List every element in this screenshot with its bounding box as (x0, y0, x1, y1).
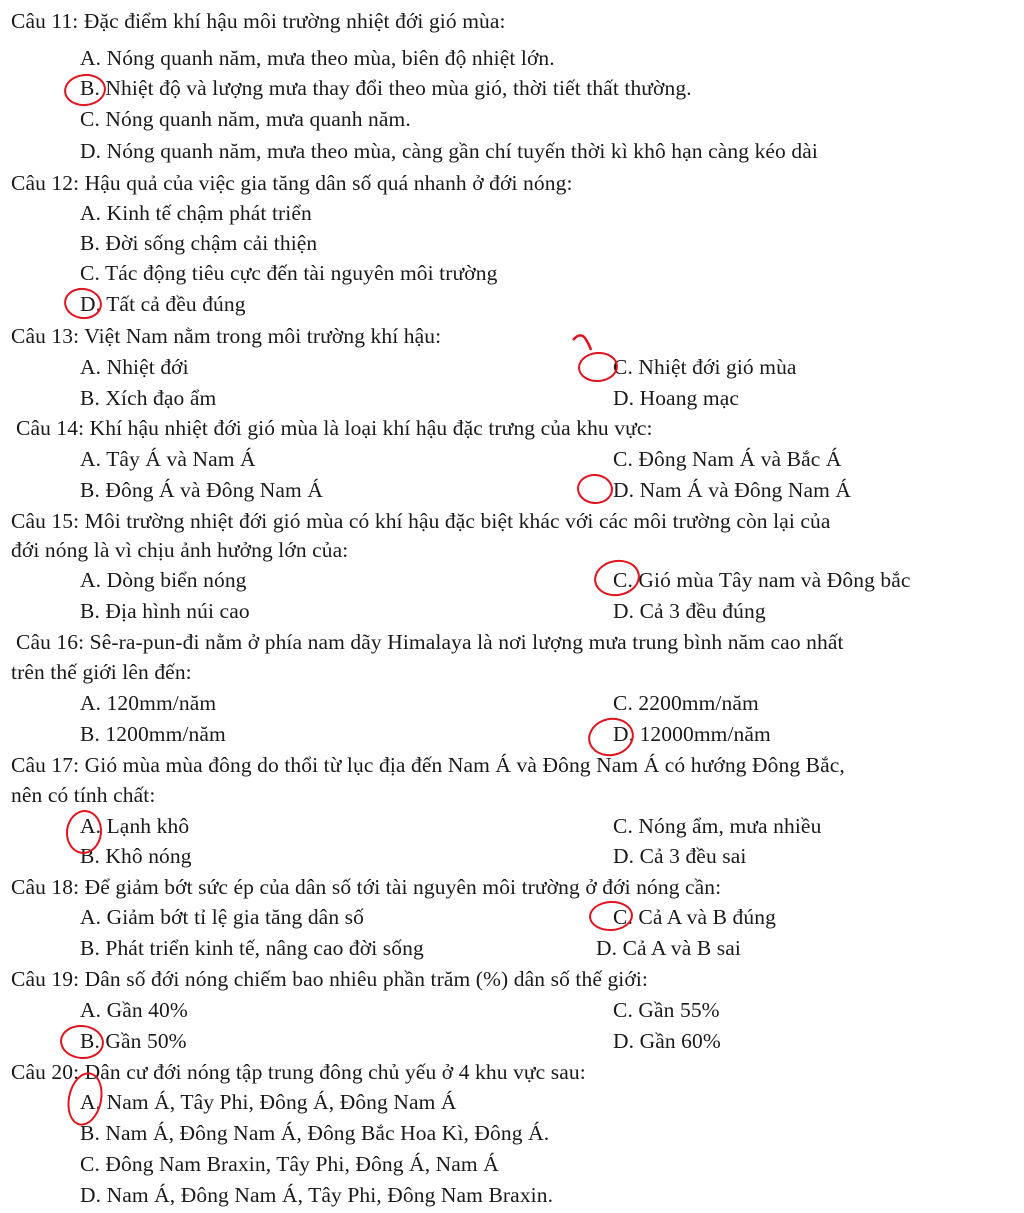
q20-option-c: C. Đông Nam Braxin, Tây Phi, Đông Á, Nam Á (80, 1152, 499, 1176)
q13-option-c: C. Nhiệt đới gió mùa (613, 355, 797, 379)
q19-option-a: A. Gần 40% (80, 998, 188, 1022)
q19-option-d: D. Gần 60% (613, 1029, 721, 1053)
q11-option-a: A. Nóng quanh năm, mưa theo mùa, biên độ nhiệt lớn. (80, 46, 555, 70)
question-17-stem: Câu 17: Gió mùa mùa đông do thổi từ lục địa đến Nam Á và Đông Nam Á có hướng Đông Bắc, (11, 753, 845, 777)
question-15-stem: Câu 15: Môi trường nhiệt đới gió mùa có khí hậu đặc biệt khác với các môi trường còn lại của (11, 509, 831, 533)
q15-option-a: A. Dòng biển nóng (80, 568, 247, 592)
q16-option-b: B. 1200mm/năm (80, 722, 226, 746)
q12-option-a: A. Kinh tế chậm phát triển (80, 201, 312, 225)
question-19-stem: Câu 19: Dân số đới nóng chiếm bao nhiêu phần trăm (%) dân số thế giới: (11, 967, 648, 991)
answer-circle-q14 (576, 473, 614, 505)
answer-tick-q13 (570, 330, 596, 352)
q20-option-b: B. Nam Á, Đông Nam Á, Đông Bắc Hoa Kì, Đông Á. (80, 1121, 550, 1145)
q20-option-a: A. Nam Á, Tây Phi, Đông Á, Đông Nam Á (80, 1090, 457, 1114)
q13-option-d: D. Hoang mạc (613, 386, 739, 410)
q11-option-d: D. Nóng quanh năm, mưa theo mùa, càng gần chí tuyến thời kì khô hạn càng kéo dài (80, 139, 818, 163)
question-15-stem-cont: đới nóng là vì chịu ảnh hưởng lớn của: (11, 538, 349, 562)
q16-option-d: D. 12000mm/năm (613, 722, 771, 746)
q18-option-a: A. Giảm bớt tỉ lệ gia tăng dân số (80, 905, 364, 929)
q17-option-a: A. Lạnh khô (80, 814, 190, 838)
q12-option-d: D. Tất cả đều đúng (80, 292, 246, 316)
q20-option-d: D. Nam Á, Đông Nam Á, Tây Phi, Đông Nam Braxin. (80, 1183, 554, 1207)
q13-option-a: A. Nhiệt đới (80, 355, 189, 379)
q14-option-d: D. Nam Á và Đông Nam Á (613, 478, 852, 502)
question-16-stem-cont: trên thế giới lên đến: (11, 660, 192, 684)
question-17-stem-cont: nên có tính chất: (11, 783, 156, 807)
question-13-stem: Câu 13: Việt Nam nằm trong môi trường khí hậu: (11, 324, 442, 348)
q13-option-b: B. Xích đạo ẩm (80, 386, 217, 410)
q16-option-a: A. 120mm/năm (80, 691, 217, 715)
q11-option-b: B. Nhiệt độ và lượng mưa thay đổi theo mùa gió, thời tiết thất thường. (80, 76, 692, 100)
q15-option-b: B. Địa hình núi cao (80, 599, 250, 623)
q12-option-c: C. Tác động tiêu cực đến tài nguyên môi trường (80, 261, 498, 285)
q19-option-c: C. Gần 55% (613, 998, 720, 1022)
q19-option-b: B. Gần 50% (80, 1029, 187, 1053)
q16-option-c: C. 2200mm/năm (613, 691, 759, 715)
q15-option-d: D. Cả 3 đều đúng (613, 599, 766, 623)
q17-option-b: B. Khô nóng (80, 844, 192, 868)
q11-option-c: C. Nóng quanh năm, mưa quanh năm. (80, 107, 411, 131)
q18-option-c: C. Cả A và B đúng (613, 905, 776, 929)
question-11-stem: Câu 11: Đặc điểm khí hậu môi trường nhiệt đới gió mùa: (11, 9, 506, 33)
question-20-stem: Câu 20: Dân cư đới nóng tập trung đông chủ yếu ở 4 khu vực sau: (11, 1060, 586, 1084)
q18-option-d: D. Cả A và B sai (596, 936, 741, 960)
q12-option-b: B. Đời sống chậm cải thiện (80, 231, 318, 255)
q14-option-c: C. Đông Nam Á và Bắc Á (613, 447, 842, 471)
q14-option-b: B. Đông Á và Đông Nam Á (80, 478, 323, 502)
q17-option-c: C. Nóng ẩm, mưa nhiều (613, 814, 822, 838)
q14-option-a: A. Tây Á và Nam Á (80, 447, 256, 471)
q18-option-b: B. Phát triển kinh tế, nâng cao đời sống (80, 936, 424, 960)
q17-option-d: D. Cả 3 đều sai (613, 844, 747, 868)
question-16-stem: Câu 16: Sê-ra-pun-đi nằm ở phía nam dãy Himalaya là nơi lượng mưa trung bình năm cao nhất (16, 630, 844, 654)
question-12-stem: Câu 12: Hậu quả của việc gia tăng dân số quá nhanh ở đới nóng: (11, 171, 573, 195)
q15-option-c: C. Gió mùa Tây nam và Đông bắc (613, 568, 911, 592)
question-18-stem: Câu 18: Để giảm bớt sức ép của dân số tới tài nguyên môi trường ở đới nóng cần: (11, 875, 722, 899)
question-14-stem: Câu 14: Khí hậu nhiệt đới gió mùa là loại khí hậu đặc trưng của khu vực: (16, 416, 653, 440)
